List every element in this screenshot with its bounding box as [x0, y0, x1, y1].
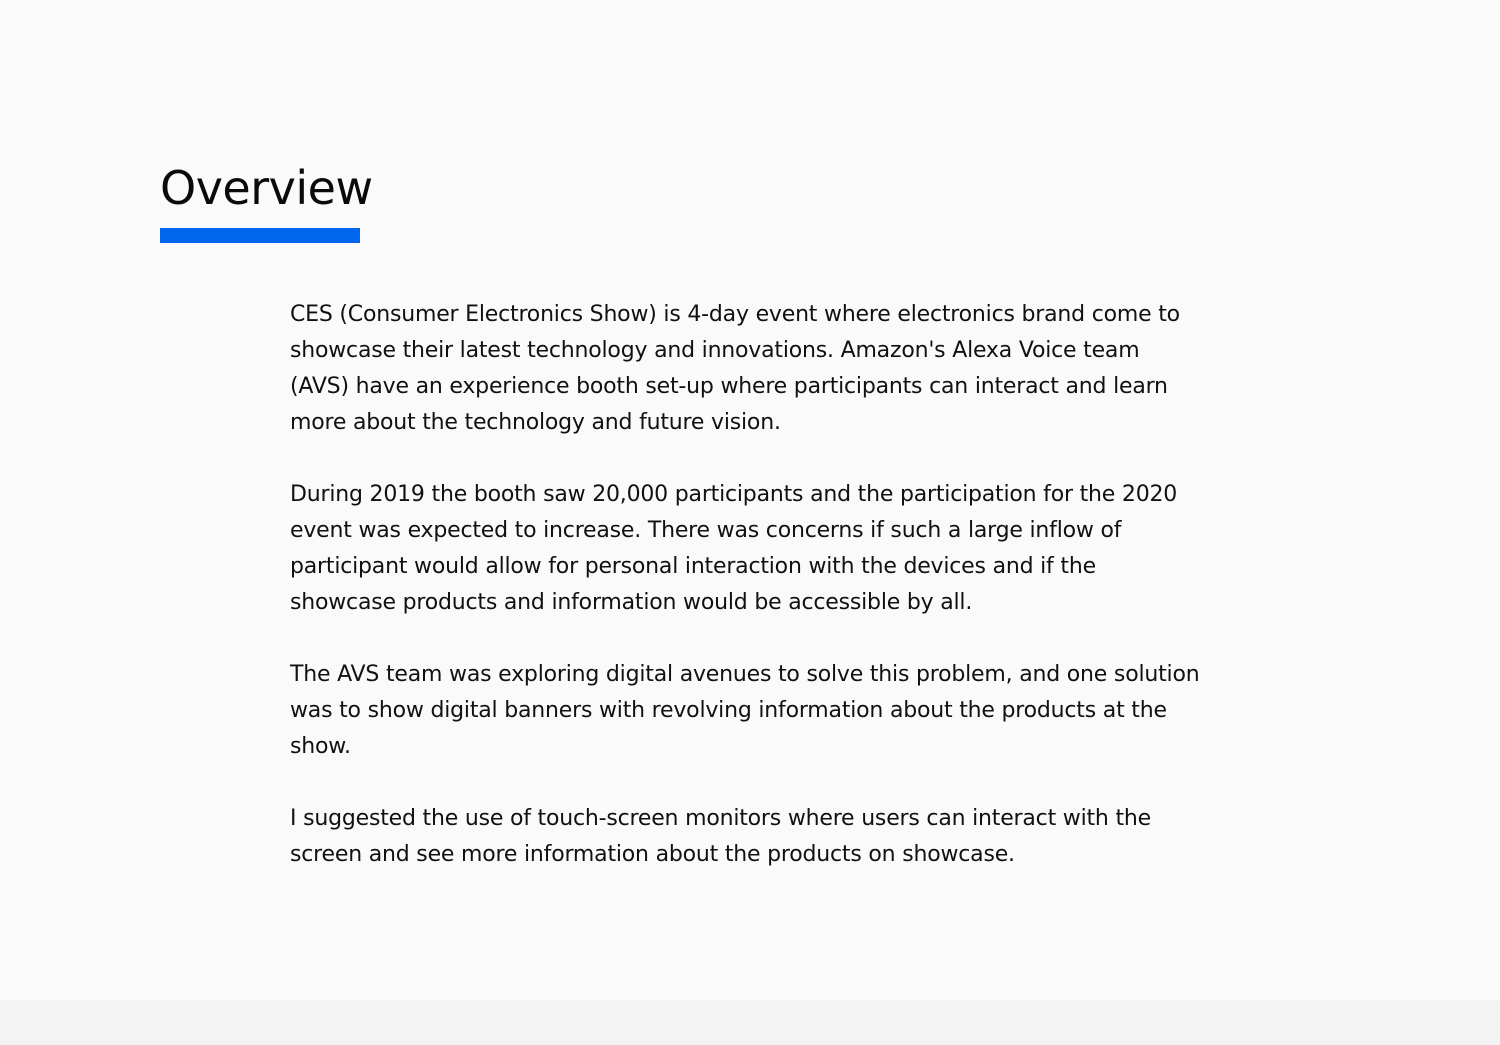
paragraph-4: I suggested the use of touch-screen monitors where users can interact with the screen and see more information about the products on showcase.	[290, 806, 1151, 867]
overview-body	[290, 297, 1200, 873]
paragraph-1: CES (Consumer Electronics Show) is 4-day event where electronics brand come to showcase their latest technology and innovations. Amazon's Alexa Voice team (AVS) have an experience booth set-up where participants can interact and learn more about the technology and future vision.	[290, 302, 1180, 435]
paragraph-2: During 2019 the booth saw 20,000 participants and the participation for the 2020 event was expected to increase. There was concerns if such a large inflow of participant would allow for personal interaction with the devices and if the showcase products and information would be accessible by all.	[290, 482, 1178, 615]
title-accent-bar	[160, 228, 360, 243]
paragraph-3: The AVS team was exploring digital avenues to solve this problem, and one solution was to show digital banners with revolving information about the products at the show.	[290, 662, 1200, 759]
footer-band	[0, 1000, 1500, 1045]
section-title: Overview	[160, 161, 373, 215]
